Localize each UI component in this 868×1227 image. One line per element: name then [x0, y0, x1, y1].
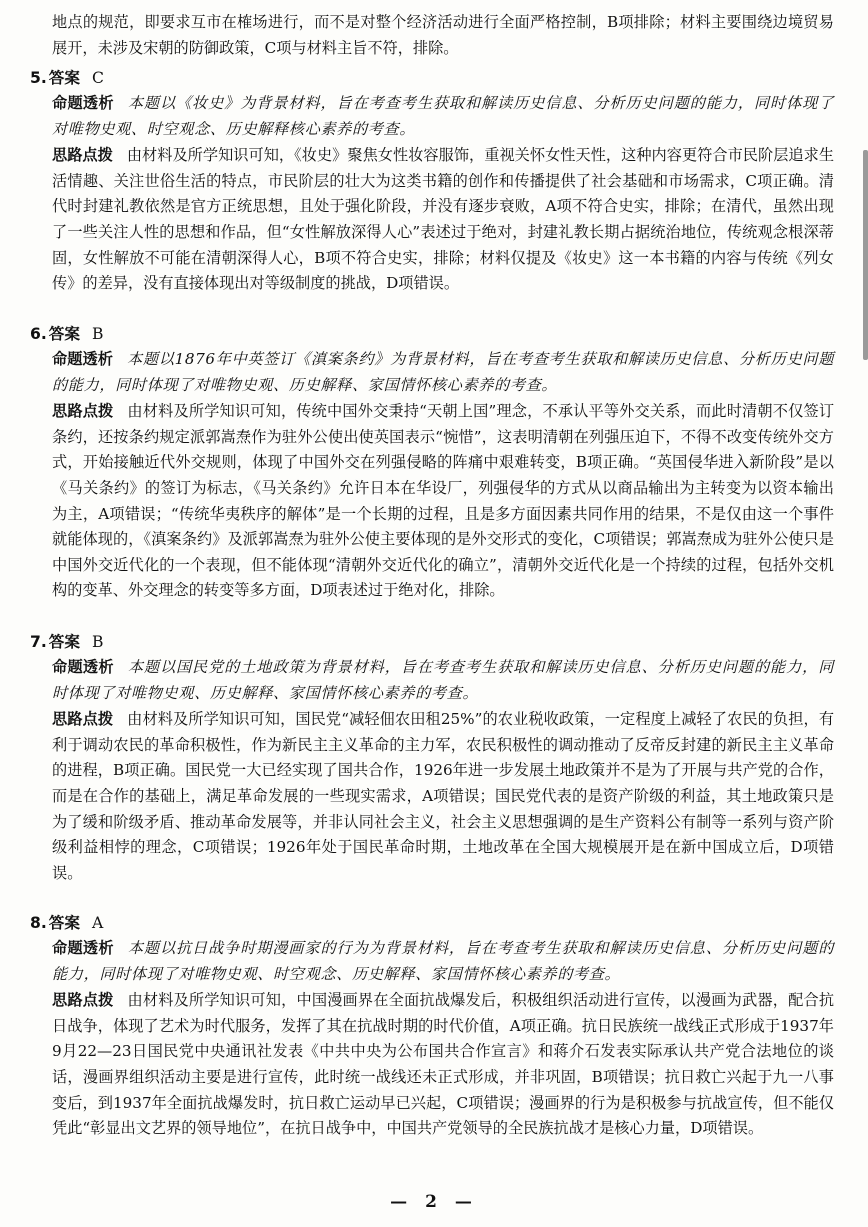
question-8 [0, 911, 868, 1142]
intro-text: 地点的规范，即要求互市在榷场进行，而不是对整个经济活动进行全面严格控制，B项排除；材料主要围绕边境贸易展开，未涉及宋朝的防御政策，C项与材料主旨不符，排除。 [52, 13, 834, 57]
answer-value: B [91, 633, 104, 651]
analysis-label: 命题透析 [52, 658, 114, 676]
answer-line [0, 630, 868, 655]
solution-text: 由材料及所学知识可知，《妆史》聚焦女性妆容服饰，重视关怀女性天性，这种内容更符合市民阶层追求生活情趣、关注世俗生活的特点，市民阶层的壮大为这类书籍的创作和传播提供了社会基础和市场需求，C项正确。清代时封建礼教依然是官方正统思想，且处于强化阶段，并没有逐步衰败，A项不符合史实，排除；在清代，虽然出现了一些关注人性的思想和作品，但“女性解放深得人心”表述过于绝对，封建礼教长期占据统治地位，传统观念根深蒂固，女性解放不可能在清朝深得人心，B项不符合史实，排除；材料仅提及《妆史》这一本书籍的内容与传统《列女传》的差异，没有直接体现出对等级制度的挑战，D项错误。 [52, 146, 835, 293]
solution-paragraph [0, 399, 868, 604]
question-5 [0, 66, 868, 297]
answer-label: 答案 [48, 914, 80, 932]
solution-label: 思路点拨 [52, 991, 114, 1010]
analysis-label: 命题透析 [52, 350, 114, 368]
solution-paragraph [0, 143, 868, 297]
analysis-paragraph [0, 936, 868, 987]
answer-value: A [91, 914, 104, 932]
answer-line [0, 911, 868, 936]
question-7 [0, 630, 868, 886]
analysis-text: 本题以国民党的土地政策为背景材料，旨在考查考生获取和解读历史信息、分析历史问题的能力，同时体现了对唯物史观、历史解释、家国情怀核心素养的考查。 [52, 658, 834, 702]
analysis-text: 本题以1876年中英签订《滇案条约》为背景材料，旨在考查考生获取和解读历史信息、分析历史问题的能力，同时体现了对唯物史观、历史解释、家国情怀核心素养的考查。 [52, 350, 834, 394]
analysis-text: 本题以抗日战争时期漫画家的行为为背景材料，旨在考查考生获取和解读历史信息、分析历史问题的能力，同时体现了对唯物史观、时空观念、历史解释、家国情怀核心素养的考查。 [52, 939, 834, 983]
solution-text: 由材料及所学知识可知，传统中国外交秉持“天朝上国”理念，不承认平等外交关系，而此时清朝不仅签订条约，还按条约规定派郭嵩焘作为驻外公使出使英国表示“惋惜”，这表明清朝在列强压迫下，不得不改变传统外交方式，开始接触近代外交规则，体现了中国外交在列强侵略的阵痛中艰难转变，B项正确。“英国侵华进入新阶段”是以《马关条约》的签订为标志，《马关条约》允许日本在华设厂，列强侵华的方式从以商品输出为主转变为以资本输出为主，A项错误；“传统华夷秩序的解体”是一个长期的过程，且是多方面因素共同作用的结果，不是仅由这一个事件就能体现的，《滇案条约》及派郭嵩焘为驻外公使主要体现的是外交形式的变化，C项错误；郭嵩焘成为驻外公使只是中国外交近代化的一个表现，但不能体现“清朝外交近代化的确立”，清朝外交近代化是一个持续的过程，包括外交机构的变革、外交理念的转变等多方面，D项表述过于绝对化，排除。 [52, 402, 835, 600]
solution-paragraph [0, 707, 868, 886]
analysis-paragraph [0, 91, 868, 142]
analysis-text: 本题以《妆史》为背景材料，旨在考查考生获取和解读历史信息、分析历史问题的能力，同时体现了对唯物史观、时空观念、历史解释核心素养的考查。 [52, 94, 834, 138]
question-number: 7. [30, 633, 47, 651]
solution-label: 思路点拨 [52, 710, 114, 729]
answer-label: 答案 [48, 325, 80, 343]
question-number: 8. [30, 914, 47, 932]
solution-label: 思路点拨 [52, 146, 113, 165]
intro-section [0, 10, 868, 61]
question-number: 6. [30, 325, 47, 343]
answer-line [0, 66, 868, 91]
solution-text: 由材料及所学知识可知，国民党“减轻佃农田租25%”的农业税收政策，一定程度上减轻了农民的负担，有利于调动农民的革命积极性，作为新民主主义革命的主力军，农民积极性的调动推动了反帝反封建的新民主主义革命的进程，B项正确。国民党一大已经实现了国共合作，1926年进一步发展土地政策并不是为了开展与共产党的合作，而是在合作的基础上，满足革命发展的一些现实需求，A项错误；国民党代表的是资产阶级的利益，其土地政策只是为了缓和阶级矛盾、推动革命发展等，并非认同社会主义，社会主义思想强调的是生产资料公有制等一系列与资产阶级利益相悖的理念，C项错误；1926年处于国民革命时期，土地改革在全国大规模展开是在新中国成立后，D项错误。 [52, 710, 835, 882]
analysis-paragraph [0, 655, 868, 706]
question-number: 5. [30, 69, 47, 87]
solution-paragraph [0, 988, 868, 1142]
answer-value: C [91, 69, 104, 87]
scrollbar-thumb[interactable] [863, 150, 868, 360]
solution-text: 由材料及所学知识可知，中国漫画界在全面抗战爆发后，积极组织活动进行宣传，以漫画为武器，配合抗日战争，体现了艺术为时代服务，发挥了其在抗战时期的时代价值，A项正确。抗日民族统一战线正式形成于1937年9月22—23日国民党中央通讯社发表《中共中央为公布国共合作宣言》和蒋介石发表实际承认共产党合法地位的谈话，漫画界组织活动主要是进行宣传，此时统一战线还未正式形成，并非巩固，B项错误；抗日救亡兴起于九一八事变后，到1937年全面抗战爆发时，抗日救亡运动早已兴起，C项错误；漫画界的行为是积极参与抗战宣传，但不能仅凭此“彰显出文艺界的领导地位”，在抗日战争中，中国共产党领导的全民族抗战才是核心力量，D项错误。 [52, 991, 835, 1138]
answer-label: 答案 [48, 633, 80, 651]
answer-value: B [91, 325, 104, 343]
question-6 [0, 322, 868, 604]
analysis-label: 命题透析 [52, 939, 114, 957]
solution-label: 思路点拨 [52, 402, 114, 421]
analysis-label: 命题透析 [52, 94, 114, 112]
answer-label: 答案 [48, 69, 80, 87]
analysis-paragraph [0, 347, 868, 398]
answer-line [0, 322, 868, 347]
page-number: — 2 — [390, 1192, 478, 1212]
